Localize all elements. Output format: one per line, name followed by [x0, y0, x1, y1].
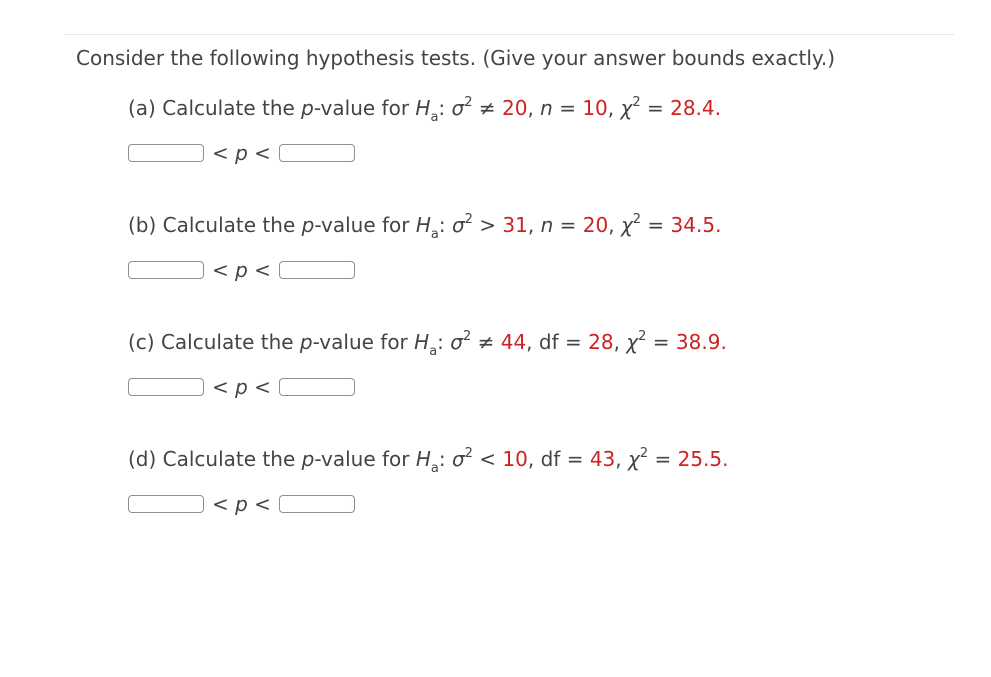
question-prefix: (a) Calculate the [128, 96, 302, 120]
colon: : [438, 96, 452, 120]
h-subscript: a [430, 227, 439, 242]
equals: = [553, 213, 583, 237]
question-b [128, 211, 948, 242]
question-a [128, 94, 948, 125]
p-symbol: p [235, 141, 248, 165]
answer-row-a [128, 140, 948, 166]
chi-value: 34.5 [670, 213, 716, 237]
equals: = [560, 447, 590, 471]
colon: : [437, 330, 451, 354]
h-subscript: a [430, 461, 439, 476]
answer-row-b [128, 257, 948, 283]
part-b [128, 211, 948, 283]
param-value: 43 [589, 447, 616, 471]
answer-row-d [128, 491, 948, 517]
lower-bound-input-c[interactable] [128, 378, 204, 396]
question-mid: -value for [312, 330, 415, 354]
colon: : [438, 213, 452, 237]
h-symbol: H [415, 213, 431, 237]
answer-row-c [128, 374, 948, 400]
sigma-symbol: σ [450, 330, 463, 354]
param-value: 28 [588, 330, 614, 354]
lower-bound-input-a[interactable] [128, 144, 204, 162]
equals: = [558, 330, 589, 354]
sigma-exponent: 2 [462, 329, 472, 345]
part-d [128, 445, 948, 517]
upper-bound-input-c[interactable] [279, 378, 355, 396]
sigma-exponent: 2 [464, 446, 473, 462]
lower-bound-input-b[interactable] [128, 261, 204, 279]
chi-symbol: χ [626, 330, 639, 354]
lower-bound-input-d[interactable] [128, 495, 204, 513]
sigma-exponent: 2 [464, 95, 473, 111]
h-symbol: H [415, 447, 431, 471]
p-symbol: p [299, 330, 313, 354]
chi-symbol: χ [628, 447, 640, 471]
chi-exponent: 2 [632, 95, 641, 111]
separator: , [527, 96, 541, 120]
p-symbol: p [235, 258, 248, 282]
param-value: 20 [582, 213, 609, 237]
question-mid: -value for [314, 447, 416, 471]
upper-bound-input-b[interactable] [279, 261, 355, 279]
chi-exponent: 2 [639, 446, 649, 462]
period: . [722, 447, 729, 471]
chi-exponent: 2 [632, 212, 642, 228]
period: . [714, 96, 721, 120]
p-symbol: p [301, 213, 315, 237]
separator: , [607, 96, 621, 120]
chi-value: 38.9 [675, 330, 721, 354]
param-name: n [540, 213, 554, 237]
question-d [128, 445, 948, 476]
period: . [715, 213, 722, 237]
sigma-symbol: σ [451, 447, 465, 471]
part-c [128, 328, 948, 400]
equals: = [552, 96, 583, 120]
instructions-text: Consider the following hypothesis tests. (Give your answer bounds exactly.) [76, 46, 836, 70]
question-mid: -value for [313, 96, 416, 120]
h-symbol: H [414, 330, 430, 354]
sigma-value: 20 [501, 96, 528, 120]
separator: , [615, 447, 628, 471]
p-symbol: p [301, 447, 315, 471]
upper-bound-input-a[interactable] [279, 144, 355, 162]
operator: > [472, 213, 503, 237]
sigma-value: 10 [502, 447, 528, 471]
question-mid: -value for [314, 213, 416, 237]
chi-symbol: χ [620, 96, 633, 120]
operator: < [472, 447, 503, 471]
question-c [128, 328, 948, 359]
equals: = [641, 213, 671, 237]
p-symbol: p [235, 375, 248, 399]
colon: : [438, 447, 452, 471]
sigma-value: 31 [502, 213, 528, 237]
h-subscript: a [430, 110, 439, 125]
h-symbol: H [415, 96, 431, 120]
chi-symbol: χ [620, 213, 633, 237]
param-name: df [540, 447, 561, 471]
chi-value: 25.5 [677, 447, 723, 471]
separator: , [613, 330, 627, 354]
question-prefix: (d) Calculate the [128, 447, 302, 471]
separator: , [526, 330, 539, 354]
period: . [720, 330, 727, 354]
separator: , [527, 447, 541, 471]
equals: = [648, 447, 678, 471]
separator: , [608, 213, 621, 237]
inequality-label: < p < [212, 258, 271, 282]
inequality-label: < p < [212, 141, 271, 165]
sigma-exponent: 2 [464, 212, 473, 228]
operator: ≠ [471, 330, 501, 354]
inequality-label: < p < [212, 492, 271, 516]
chi-value: 28.4 [670, 96, 715, 120]
question-prefix: (c) Calculate the [128, 330, 300, 354]
equals: = [646, 330, 676, 354]
param-name: n [540, 96, 553, 120]
separator: , [527, 213, 541, 237]
top-divider [64, 34, 954, 35]
part-a [128, 94, 948, 166]
sigma-symbol: σ [451, 96, 465, 120]
p-symbol: p [301, 96, 314, 120]
sigma-symbol: σ [451, 213, 465, 237]
question-prefix: (b) Calculate the [128, 213, 302, 237]
p-symbol: p [235, 492, 248, 516]
h-subscript: a [429, 344, 438, 359]
sigma-value: 44 [500, 330, 527, 354]
inequality-label: < p < [212, 375, 271, 399]
operator: ≠ [472, 96, 502, 120]
param-value: 10 [582, 96, 608, 120]
upper-bound-input-d[interactable] [279, 495, 355, 513]
chi-exponent: 2 [638, 329, 647, 345]
param-name: df [538, 330, 559, 354]
equals: = [640, 96, 671, 120]
